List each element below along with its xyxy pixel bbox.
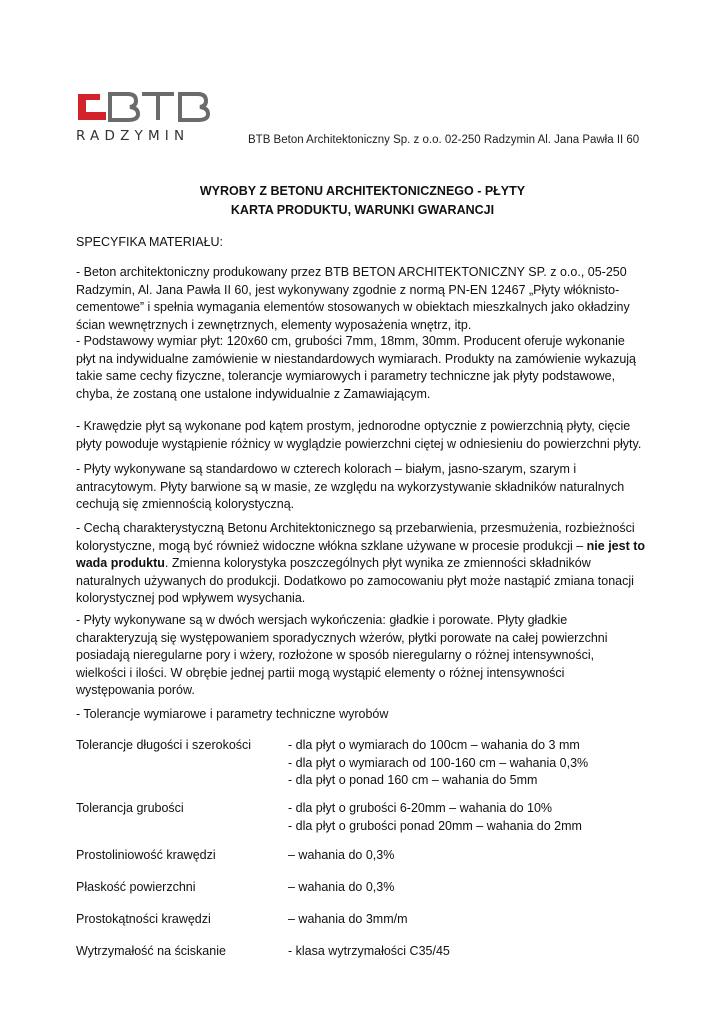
logo-subtitle: RADZYMIN [76, 128, 190, 144]
spec-values [288, 737, 588, 790]
paragraph-discoloration [76, 520, 646, 608]
paragraph-discoloration-text-1: - Cechą charakterystyczną Betonu Architektonicznego są przebarwienia, przesmużenia, rozbieżności kolorystyczne, mogą być również widoczne włókna szklane używane w procesie produkcji – [76, 521, 635, 553]
spec-label: Płaskość powierzchni [76, 880, 196, 894]
section-label: SPECYFIKA MATERIAŁU: [76, 235, 224, 249]
spec-values [288, 847, 394, 865]
spec-value: – wahania do 0,3% [288, 848, 395, 862]
document-title-line2: KARTA PRODUKTU, WARUNKI GWARANCJI [230, 203, 495, 217]
paragraph-colors: - Płyty wykonywane są standardowo w czterech kolorach – białym, jasno-szarym, szarym i antracytowym. Płyty barwione są w masie, ze względu na wykorzystywanie składników naturalnych cechują się zmiennością kolorystyczną. [76, 462, 625, 512]
spec-value: – wahania do 0,3% [288, 880, 395, 894]
spec-value: - klasa wytrzymałości C35/45 [288, 944, 450, 958]
spec-label: Tolerancja grubości [76, 801, 184, 815]
spec-values [288, 911, 408, 929]
document-title-line1: WYROBY Z BETONU ARCHITEKTONICZNEGO - PŁYTY [199, 184, 526, 198]
spec-value: - dla płyt o wymiarach od 100-160 cm – wahania 0,3% [288, 755, 589, 770]
spec-value: - dla płyt o grubości 6-20mm – wahania do 10% [288, 801, 553, 815]
btb-logo [76, 86, 216, 126]
paragraph-edges: - Krawędzie płyt są wykonane pod kątem prostym, jednorodne optycznie z powierzchnią płyty, cięcie płyty powoduje wystąpienie różnicy w wyglądzie powierzchni ciętej w odniesieniu do powierzchni płyty. [76, 419, 642, 451]
spec-value: - dla płyt o ponad 160 cm – wahania do 5mm [288, 773, 538, 788]
paragraph-tolerances-heading: - Tolerancje wymiarowe i parametry techniczne wyrobów [76, 707, 389, 721]
spec-values [288, 943, 450, 961]
page-header [76, 86, 646, 146]
spec-values [288, 800, 582, 835]
spec-label: Prostokątności krawędzi [76, 912, 211, 926]
spec-label: Tolerancje długości i szerokości [76, 738, 252, 752]
spec-label: Prostoliniowość krawędzi [76, 848, 216, 862]
paragraph-discoloration-bold: nie jest to wada produktu [76, 538, 645, 571]
company-address: BTB Beton Architektoniczny Sp. z o.o. 02-250 Radzymin Al. Jana Pawła II 60 [248, 134, 640, 146]
paragraph-discoloration-text-2: . Zmienna kolorystyka poszczególnych płyt wynika ze zmienności składników naturalnych używanych do produkcji. Dodatkowo po zamocowaniu płyt może nastąpić zmiana tonacji kolorystycznej pod wpływem wysychania. [76, 556, 634, 606]
spec-value: – wahania do 3mm/m [288, 912, 408, 926]
spec-value: - dla płyt o wymiarach do 100cm – wahania do 3 mm [288, 738, 580, 752]
paragraph-dimensions: - Podstawowy wymiar płyt: 120x60 cm, grubości 7mm, 18mm, 30mm. Producent oferuje wykonanie płyt na indywidualne zamówienie w niestandardowych wymiarach. Produkty na zamówienie wykazują takie same cechy fizyczne, tolerancje wymiarowych i parametry techniczne jak płyty podstawowe, chyba, że zostaną one ustalone indywidualnie z Zamawiającym. [76, 334, 636, 401]
paragraph-material: - Beton architektoniczny produkowany przez BTB BETON ARCHITEKTONICZNY SP. z o.o., 05-250 Radzymin, Al. Jana Pawła II 60, jest wykonywany zgodnie z normą PN-EN 12467 „Płyty włóknisto-cementowe” i spełnia wymagania elementów stosowanych w obiektach mieszkalnych jako okładziny ścian wewnętrznych i zewnętrznych, elementy wyposażenia wnętrz, itp. [76, 265, 630, 332]
spec-value: - dla płyt o grubości ponad 20mm – wahania do 2mm [288, 818, 582, 833]
spec-label: Wytrzymałość na ściskanie [76, 944, 226, 958]
paragraph-finish: - Płyty wykonywane są w dwóch wersjach wykończenia: gładkie i porowate. Płyty gładkie charakteryzują się występowaniem sporadycznych wżerów, płytki porowate na całej powierzchni posiadają nieregularne pory i wżery, rozłożone w sposób nieregularny o różnej intensywności, wielkości i ilości. W obrębie jednej partii mogą wystąpić elementy o różnej intensywności występowania porów. [76, 613, 608, 698]
spec-values [288, 879, 394, 897]
